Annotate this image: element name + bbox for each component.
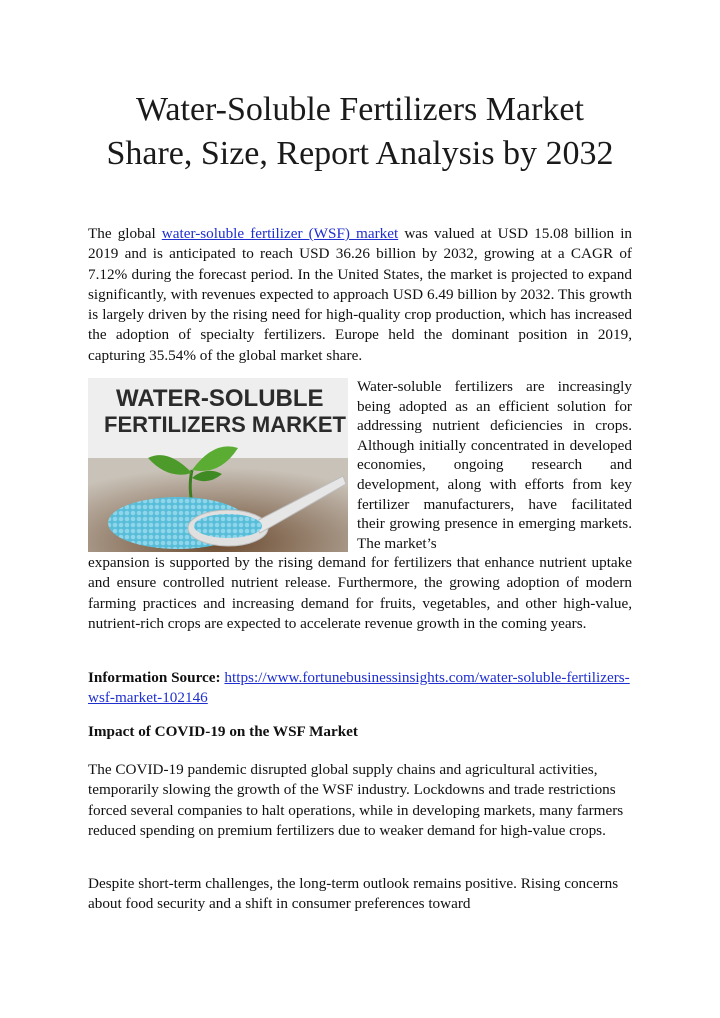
information-source <box>88 668 632 709</box>
market-banner-image <box>88 378 348 552</box>
title-line-1: Water-Soluble Fertilizers Market <box>136 91 584 128</box>
intro-paragraph <box>88 224 632 366</box>
wsf-market-link[interactable]: water-soluble fertilizer (WSF) market <box>161 225 399 242</box>
covid-impact-paragraph: The COVID-19 pandemic disrupted global supply chains and agricultural activities, temporarily slowing the growth of the WSF industry. Lockdowns and trade restrictions forced several companies to halt operations, while in developing markets, many farmers reduced spending on premium fertilizers due to weaker demand for high-value crops. <box>88 761 624 839</box>
source-url-link[interactable]: https://www.fortunebusinessinsights.com/water-soluble-fertilizers-wsf-market-102146 <box>88 669 630 707</box>
document-title <box>60 88 660 176</box>
intro-text-start: The global <box>88 225 162 242</box>
banner-title-line-1: WATER-SOLUBLE <box>116 385 324 412</box>
intro-text-end: was valued at USD 15.08 billion in 2019 and is anticipated to reach USD 36.26 billion by 2032, growing at a CAGR of 7.12% during the forecast period. In the United States, the market is projected to expand significantly, with revenues expected to approach USD 6.49 billion by 2032. This growth is largely driven by the rising need for high-quality crop production, which has increased the adoption of specialty fertilizers. Europe held the dominant position in 2019, capturing 35.54% of the global market share. <box>88 225 633 364</box>
adoption-paragraph-side: Water-soluble fertilizers are increasingly being adopted as an efficient solution for addressing nutrient deficiencies in crops. Although initially concentrated in developed economies, ongoing research and development, along with efforts from key fertilizer manufacturers, have facilitated their growing presence in emerging markets. The market’s <box>357 378 632 552</box>
seedling-scoop-illustration <box>88 378 348 552</box>
outlook-paragraph: Despite short-term challenges, the long-term outlook remains positive. Rising concerns about food security and a shift in consumer preferences toward <box>88 875 619 913</box>
adoption-paragraph-continued: expansion is supported by the rising demand for fertilizers that enhance nutrient uptake and ensure controlled nutrient release. Furthermore, the growing adoption of modern farming practices and increasing demand for fruits, vegetables, and other high-value, nutrient-rich crops are expected to accelerate revenue growth in the coming years. <box>88 554 632 632</box>
source-label: Information Source: <box>88 669 221 686</box>
banner-title-line-2: FERTILIZERS MARKET <box>104 412 346 437</box>
covid-impact-heading: Impact of COVID-19 on the WSF Market <box>88 723 358 740</box>
title-line-2: Share, Size, Report Analysis by 2032 <box>106 135 614 172</box>
